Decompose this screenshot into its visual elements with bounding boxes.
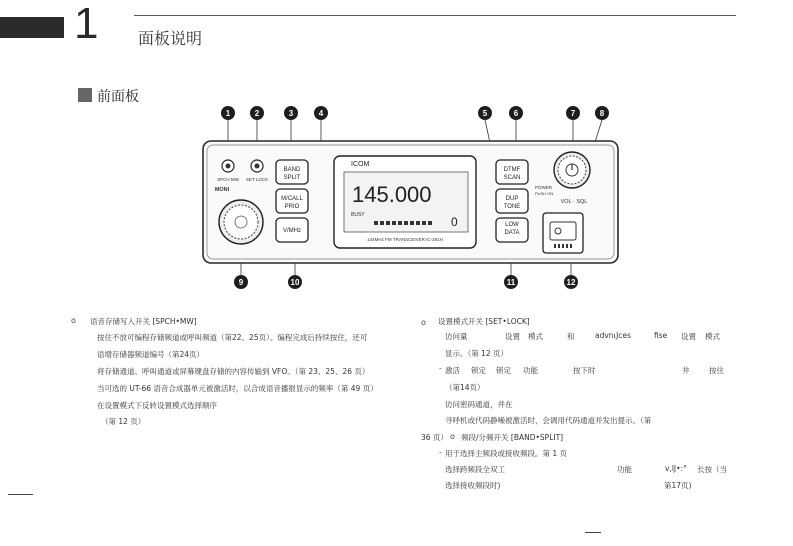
callout-5: 5 — [478, 106, 492, 120]
label-split: SPLIT — [283, 175, 301, 181]
label-dtmf: DTMF — [503, 167, 521, 173]
label-prio: PRIO — [284, 204, 300, 210]
right-line-5: 访问密码通道，并在 — [445, 400, 513, 409]
right-line-8: 用于选择主频段或接收频段。第 1 页 — [445, 449, 568, 458]
right-row9-word: 长按（当 — [697, 465, 727, 474]
right-line-2: 显示。（第 12 页） — [445, 349, 509, 358]
right-line-7-prefix: 36 页） — [421, 433, 448, 442]
right-row3-word: 井 — [682, 366, 690, 375]
label-low: LOW — [505, 222, 519, 228]
right-row3-word: 锁定 — [496, 366, 511, 375]
label-dup: DUP — [505, 196, 519, 202]
right-row3-word: 按下时 — [573, 366, 596, 375]
bullet-circle: o — [450, 432, 455, 441]
right-row3-word: 按住 — [709, 366, 724, 375]
right-row1-word: 访问量 — [445, 332, 468, 341]
bullet-circle: o — [71, 316, 76, 325]
right-heading-2: 频段/分频开关 [BAND•SPLIT] — [461, 433, 564, 442]
right-row3-word: 锁定 — [471, 366, 486, 375]
right-row9-word: 选择跨频段全双工 — [445, 465, 505, 474]
left-line-1: 按住不放可编程存储频道或呼叫频道（第22、25页）。编程完成后持续按住，还可 — [97, 333, 368, 342]
right-heading: 设置模式开关 [SET•LOCK] — [438, 317, 530, 326]
left-line-4: 当可选的 UT-66 语音合成器单元被激活时，以合成语音播报显示的频率（第 49 页） — [97, 384, 378, 393]
bullet-circle: o — [421, 318, 426, 327]
label-data: DATA — [504, 230, 520, 236]
right-row3-word: 功能 — [523, 366, 538, 375]
bullet-dash: - — [439, 448, 442, 457]
right-row1-word: fise — [654, 331, 668, 340]
callout-8: 8 — [595, 106, 609, 120]
callout-12: 12 — [564, 275, 578, 289]
label-vmhz: V/MHz — [283, 228, 301, 234]
left-heading: 语音存储写入开关 [SPCH•MW] — [90, 317, 197, 326]
right-row1-word: 和 — [567, 332, 575, 341]
callout-10: 10 — [288, 275, 302, 289]
right-line-4: （第14页） — [445, 383, 485, 392]
right-row9-word: v,lJ•:° — [665, 464, 687, 473]
display-busy: BUSY — [351, 212, 365, 218]
callout-3: 3 — [284, 106, 298, 120]
right-row9-word: 功能 — [617, 465, 632, 474]
left-line-5: 在设置模式下反转设置模式选择顺序 — [97, 401, 217, 410]
display-channel: 0 — [451, 215, 458, 229]
page-mark-left — [8, 494, 33, 495]
left-line-3: 将存储通道、呼叫通道或屏幕键盘存储的内容传输到 VFO。（第 23、25、26 页） — [97, 367, 370, 376]
callout-9: 9 — [234, 275, 248, 289]
label-mcall: M/CALL — [281, 196, 303, 202]
right-row10-word: 第17页) — [664, 481, 692, 490]
callout-2: 2 — [250, 106, 264, 120]
right-row3-word: 激活 — [445, 366, 460, 375]
label-spch-mw: SPCH MW — [217, 177, 239, 182]
right-row1-word: 模式 — [528, 332, 543, 341]
label-push-on: PUSH ON — [535, 191, 554, 196]
label-moni: MONI — [214, 187, 230, 193]
left-line-6: （第 12 页） — [101, 417, 146, 426]
callout-6: 6 — [509, 106, 523, 120]
display-frequency: 145.000 — [352, 182, 432, 207]
callout-7: 7 — [566, 106, 580, 120]
label-set-lock: SET LOCK — [245, 177, 269, 182]
brand-logo: ICOM — [351, 161, 370, 168]
page-mark-bottom — [585, 532, 601, 533]
right-line-6: 寻呼机或代码静噪被激活时，会调用代码通道并发出提示。（第 — [445, 416, 652, 425]
right-row1-word: 设置 — [681, 332, 696, 341]
callout-4: 4 — [314, 106, 328, 120]
right-row1-word: 模式 — [705, 332, 720, 341]
callout-1: 1 — [221, 106, 235, 120]
label-vol-sql: VOL · SQL — [560, 199, 588, 205]
right-row10-word: 选择接收频段时) — [445, 481, 501, 490]
right-row1-word: advnιJces — [595, 331, 631, 340]
model-text: 144MHz FM TRANSCEIVER IC-281H — [367, 237, 443, 242]
label-power: POWER — [535, 185, 553, 190]
label-band: BAND — [283, 167, 301, 173]
bullet-dash: - — [439, 364, 442, 373]
page-title: 面板说明 — [138, 29, 203, 48]
label-scan: SCAN — [503, 175, 521, 181]
callout-11: 11 — [504, 275, 518, 289]
section-title: 前面板 — [97, 89, 139, 105]
label-tone: TONE — [503, 204, 521, 210]
right-row1-word: 设置 — [505, 332, 520, 341]
left-line-2: 语增存储器频道编号（第24页） — [97, 350, 205, 359]
chapter-number: 1 — [74, 0, 99, 48]
